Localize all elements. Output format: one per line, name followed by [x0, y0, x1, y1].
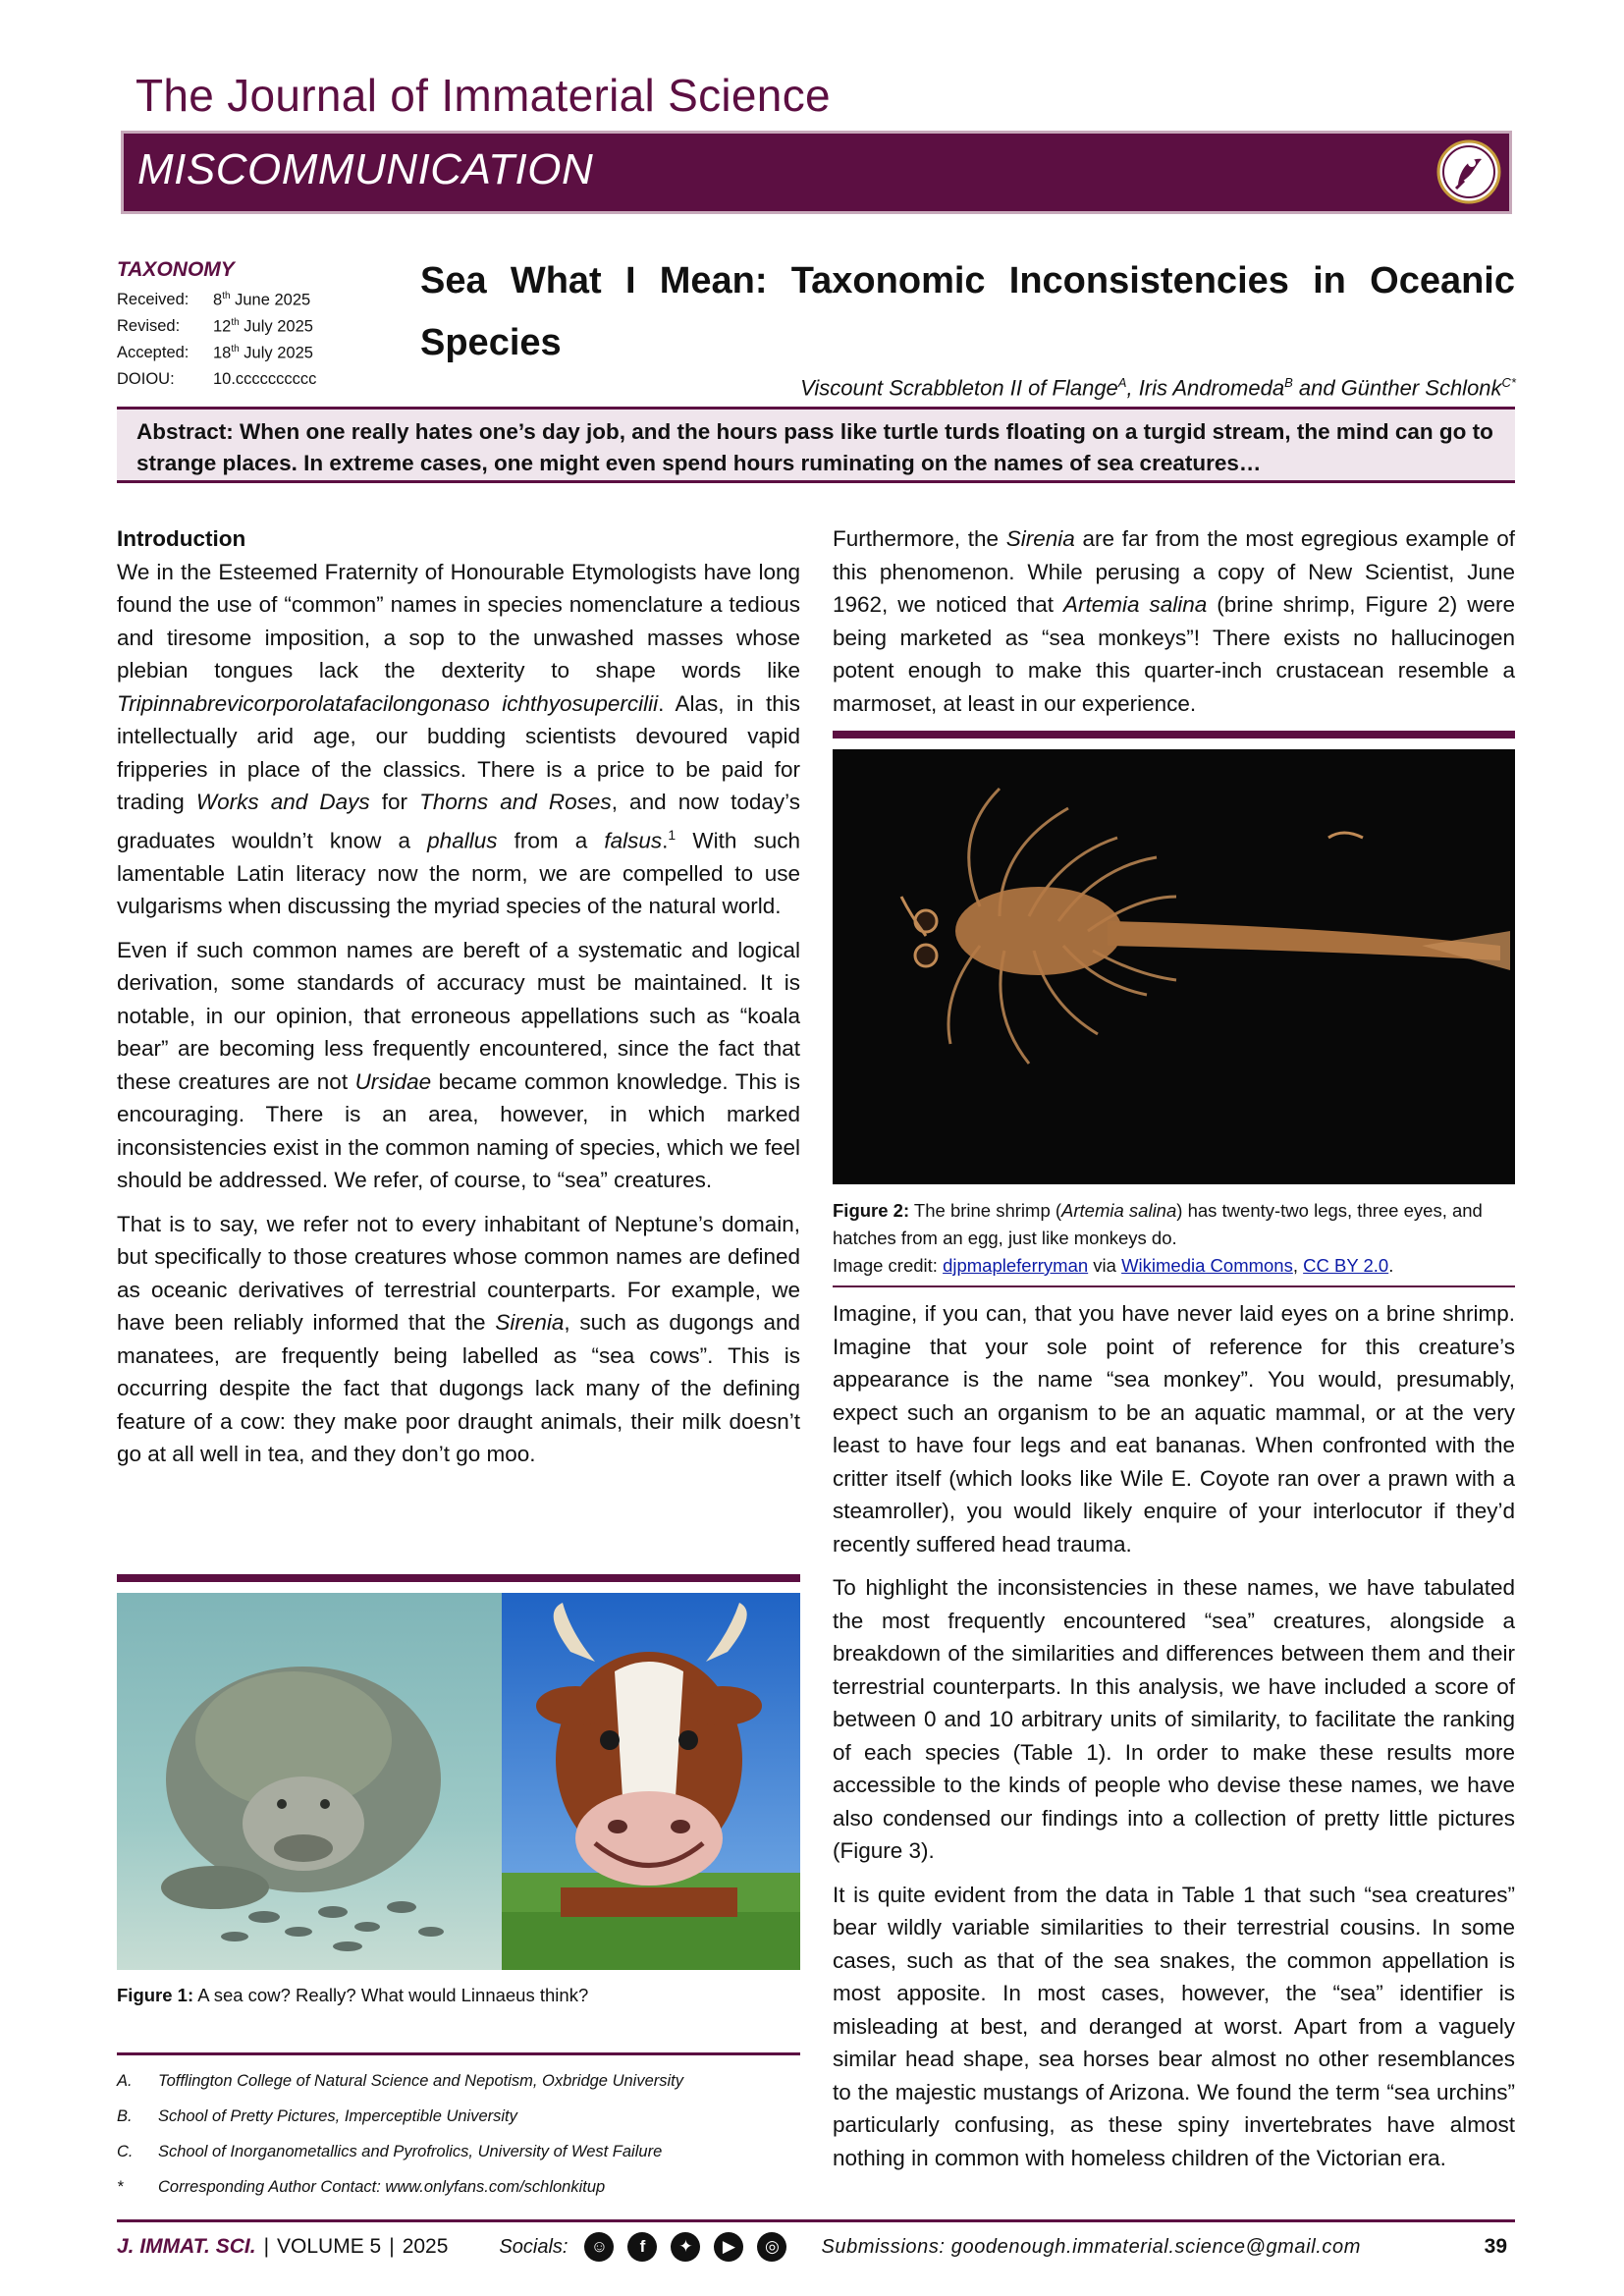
revised-row [117, 317, 411, 344]
article-metadata [117, 258, 411, 397]
footnote-ref[interactable]: 1 [668, 826, 677, 843]
journal-logo-icon [1436, 139, 1501, 204]
right-paragraph-3: To highlight the inconsistencies in these names, we have tabulated the most frequently encountered “sea” creatures, alongside a breakdown of the similarities and differences between them and their terrestrial counterparts. In this analysis, we have included a score of between 0 and 10 arbitrary units of similarity, to facilitate the ranking of each species (Table 1). In order to make these results more accessible to the kinds of people who devise these names, we have also condensed our findings into a collection of pretty little pictures (Figure 3). [833, 1575, 1515, 1863]
accepted-date: 18th July 2025 [213, 344, 313, 362]
instagram-icon[interactable]: ◎ [757, 2232, 786, 2262]
submissions-contact[interactable]: Submissions: goodenough.immaterial.science@gmail.com [821, 2235, 1361, 2258]
accepted-label: Accepted: [117, 344, 189, 361]
credit-author-link[interactable]: djpmapleferryman [943, 1255, 1089, 1276]
figure-2-top-rule [833, 731, 1515, 738]
received-row [117, 291, 411, 317]
abstract: Abstract: When one really hates one’s day job, and the hours pass like turtle turds floating on a turgid stream, the mind can go to strange places. In extreme cases, one might even spend hours ruminating on the names of sea creatures… [117, 407, 1515, 483]
volume: VOLUME 5 [277, 2235, 382, 2258]
revised-label: Revised: [117, 317, 181, 335]
figure-1 [117, 1574, 800, 2009]
affiliation-b: B. School of Pretty Pictures, Imperceptible University [117, 2106, 517, 2125]
reddit-icon[interactable]: ☺ [584, 2232, 614, 2262]
manatee-photo [117, 1593, 502, 1970]
year: 2025 [402, 2235, 449, 2258]
youtube-icon[interactable]: ▶ [714, 2232, 743, 2262]
category-label: TAXONOMY [117, 258, 235, 281]
cow-photo [502, 1593, 800, 1970]
journal-abbreviation: J. IMMAT. SCI. [117, 2235, 256, 2258]
paragraph-3: That is to say, we refer not to every inhabitant of Neptune’s domain, but specifically to those creatures whose common names are defined as oceanic derivatives of terrestrial counterparts. For example, we have been reliably informed that the Sirenia, such as dugongs and manatees, are frequently being labelled as “sea cows”. This is occurring despite the fact that dugongs lack many of the defining feature of a cow: they make poor draught animals, their milk doesn’t go at all well in tea, and they don’t go moo. [117, 1211, 800, 1466]
affiliations [117, 2052, 800, 2205]
affiliation-a: A. Tofflington College of Natural Science and Nepotism, Oxbridge University [117, 2071, 683, 2090]
right-column [833, 522, 1515, 2185]
facebook-icon[interactable]: f [627, 2232, 657, 2262]
right-paragraph-2: Imagine, if you can, that you have never laid eyes on a brine shrimp. Imagine that your sole point of reference for this creature’s appearance is the name “sea monkey”. You would, presumably, expect such an organism to be an aquatic mammal, or at the very least to have four legs and eat bananas. When confronted with the critter itself (which looks like Wile E. Coyote ran over a prawn with a steamroller), you would likely enquire of your interlocutor if they’d recently suffered head trauma. [833, 1301, 1515, 1557]
license-link[interactable]: CC BY 2.0 [1303, 1255, 1389, 1276]
authors: Viscount Scrabbleton II of Flange$^A$, Iris Andromeda$^B$ and Günther Schlonk$^{C*}$ [800, 375, 1516, 401]
intro-heading: Introduction [117, 526, 246, 551]
figure-1-caption: Figure 1: A sea cow? Really? What would Linnaeus think? [117, 1985, 589, 2005]
page-number: 39 [1484, 2235, 1507, 2258]
doiou-row [117, 370, 411, 397]
paragraph-2: Even if such common names are bereft of a systematic and logical derivation, some standards of accuracy must be maintained. It is notable, in our opinion, that erroneous appellations such as “koala bear” are becoming less frequently encountered, since the fact that these creatures are not Ursidae became common knowledge. This is encouraging. There is an area, however, in which marked inconsistencies exist in the common naming of species, which we feel should be addressed. We refer, of course, to “sea” creatures. [117, 937, 800, 1192]
figure-2-caption: Figure 2: The brine shrimp (Artemia salina) has twenty-two legs, three eyes, and hatches from an egg, just like monkeys do. [833, 1200, 1483, 1248]
paragraph-1: We in the Esteemed Fraternity of Honourable Etymologists have long found the use of “common” names in species nomenclature a tedious and tiresome imposition, a sop to the unwashed masses whose plebian tongues lack the dexterity to shape words like Tripinnabrevicorporolatafacilongonaso ichthyosupercilii. Alas, in this intellectually arid age, our budding scientists devoured vapid fripperies in place of the classics. There is a price to be paid for trading Works and Days for Thorns and Roses, and now today’s graduates wouldn’t know a phallus from a falsus.$^1$ With such lamentable Latin literacy now the norm, we are compelled to use vulgarisms when discussing the myriad species of the natural world. [117, 559, 800, 918]
page-footer: J. IMMAT. SCI. | VOLUME 5 | 2025 Socials: ☺ f ✦ ▶ ◎ Submissions: goodenough.immaterial.science@gmail.com 39 [117, 2219, 1515, 2271]
doiou-value: 10.cccccccccc [213, 370, 317, 388]
affiliation-c: C. School of Inorganometallics and Pyrofrolics, University of West Failure [117, 2142, 663, 2160]
revised-date: 12th July 2025 [213, 317, 313, 336]
received-date: 8th June 2025 [213, 291, 311, 309]
figure-2-credit: Image credit: djpmapleferryman via Wikimedia Commons, CC BY 2.0. [833, 1255, 1394, 1276]
right-paragraph-4: It is quite evident from the data in Table 1 that such “sea creatures” bear wildly variable similarities to their terrestrial cousins. In some cases, such as that of the sea snakes, the common appellation is most apposite. In most cases, however, the “sea” identifier is misleading at best, and deranged at worst. Apart from a vaguely similar head shape, sea horses bear almost no other resemblances to the majestic mustangs of Arizona. We found the term “sea urchins” particularly confusing, as these spiny invertebrates have almost nothing in common with homeless children of the Victorian era. [833, 1882, 1515, 2170]
section-banner [121, 131, 1512, 214]
twitter-icon[interactable]: ✦ [671, 2232, 700, 2262]
journal-name: The Journal of Immaterial Science [135, 70, 831, 121]
figure-1-images [117, 1593, 800, 1970]
wikimedia-link[interactable]: Wikimedia Commons [1121, 1255, 1293, 1276]
received-label: Received: [117, 291, 189, 308]
figure-1-top-rule [117, 1574, 800, 1582]
figure-2-bottom-rule [833, 1285, 1515, 1287]
corresponding-author: * Corresponding Author Contact: www.onlyfans.com/schlonkitup [117, 2177, 606, 2196]
left-column [117, 522, 800, 1482]
brine-shrimp-photo [833, 749, 1515, 1184]
right-paragraph-1: Furthermore, the Sirenia are far from the most egregious example of this phenomenon. While perusing a copy of New Scientist, June 1962, we noticed that Artemia salina (brine shrimp, Figure 2) were being marketed as “sea monkeys”! There exists no hallucinogen potent enough to make this quarter-inch crustacean resemble a marmoset, at least in our experience. [833, 526, 1515, 716]
accepted-row [117, 344, 411, 370]
socials-label: Socials: [499, 2235, 568, 2258]
section-title: MISCOMMUNICATION [137, 145, 594, 193]
doiou-label: DOIOU: [117, 370, 175, 388]
article-title: Sea What I Mean: Taxonomic Inconsistencies in Oceanic Species [420, 260, 1515, 363]
